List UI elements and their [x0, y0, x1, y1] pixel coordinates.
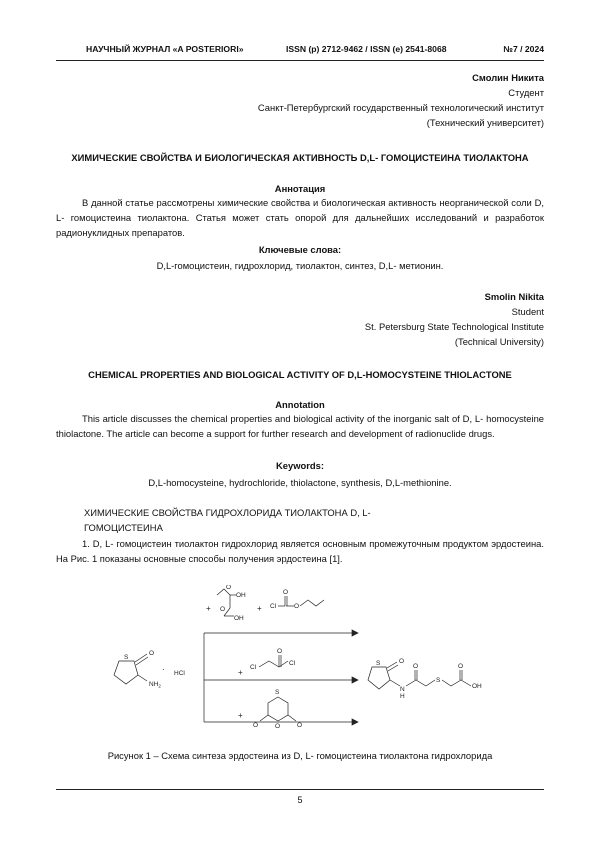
chloroacetyl-o-label: O	[277, 648, 283, 655]
keywords-heading-en: Keywords:	[276, 460, 324, 471]
chloroformate-o-label-2: O	[294, 603, 300, 610]
running-header	[56, 44, 544, 58]
title-ru: ХИМИЧЕСКИЕ СВОЙСТВА И БИОЛОГИЧЕСКАЯ АКТИВНОСТЬ D,L- ГОМОЦИСТЕИНА ТИОЛАКТОНА	[71, 152, 529, 163]
author-affiliation2-ru: (Технический университет)	[426, 117, 544, 128]
author-role-en: Student	[511, 306, 544, 317]
product-o-label-3: O	[458, 663, 464, 670]
product-s-label: S	[376, 660, 381, 667]
title-en: CHEMICAL PROPERTIES AND BIOLOGICAL ACTIVITY OF D,L-HOMOCYSTEINE THIOLACTONE	[88, 369, 512, 380]
section-paragraph: 1. D, L- гомоцистеин тиолактон гидрохлорид является основным промежуточным продуктом эрдостеина. На Рис. 1 показаны основные способы получения эрдостеина [1].	[56, 538, 544, 564]
abstract-text-en: This article discusses the chemical properties and biological activity of the inorganic salt of D, L- homocysteine thiolactone. The article can become a support for further research and development of radionuclide drugs.	[56, 413, 544, 439]
anhydride-o-label-1: O	[253, 722, 259, 729]
product-n-label: N	[400, 686, 405, 693]
abstract-text-ru: В данной статье рассмотрены химические свойства и биологическая активность неорганической соли D, L- гомоцистеина тиолактона. Статья может стать опорой для дальнейших исследований и разработок радионуклидных препаратов.	[56, 197, 544, 238]
reagent-set-3	[238, 689, 302, 730]
salt-dot: ·	[162, 665, 165, 674]
abstract-heading-ru: Аннотация	[274, 183, 326, 194]
header-rule	[56, 60, 544, 61]
figure-caption: Рисунок 1 – Схема синтеза эрдостеина из D, L- гомоцистеина тиолактона гидрохлорида	[107, 750, 493, 761]
abstract-heading-en: Annotation	[275, 399, 325, 410]
nh2-sub: 2	[158, 683, 161, 689]
acid-oh-label-1: OH	[236, 592, 246, 599]
anhydride-s-label: S	[275, 689, 280, 696]
chloroformate-o-label-1: O	[283, 589, 289, 596]
product-s-label-2: S	[436, 677, 441, 684]
acid-o-label-2: O	[220, 606, 226, 613]
anhydride-o-label-2: O	[297, 722, 303, 729]
acid-o-label-1: O	[226, 585, 232, 591]
anhydride-o-label-ring: O	[275, 723, 281, 730]
thiolactone-molecule	[114, 650, 185, 689]
reagent-set-2	[238, 648, 296, 677]
thiolactone-nh2-label	[149, 681, 161, 689]
plus-sign: +	[238, 668, 243, 677]
author-block-en	[56, 289, 544, 349]
author-affiliation-ru: Санкт-Петербургский государственный технологический институт	[257, 102, 544, 113]
chloroacetyl-cl-label-2: Cl	[289, 660, 296, 667]
acid-oh-label-2: OH	[234, 615, 244, 622]
thiolactone-s-label: S	[124, 654, 129, 661]
reagent-set-1	[206, 585, 324, 622]
product-o-label-2: O	[413, 663, 419, 670]
erdosteine-molecule	[368, 658, 482, 700]
hcl-label: HCl	[174, 670, 185, 677]
chloroacetyl-cl-label-1: Cl	[250, 664, 257, 671]
product-h-label: H	[400, 693, 405, 700]
page-number: 5	[297, 795, 303, 805]
author-role-ru: Студент	[508, 87, 544, 98]
product-o-label-1: O	[399, 658, 405, 665]
product-oh-label: OH	[472, 683, 482, 690]
author-affiliation-en: St. Petersburg State Technological Institute	[364, 321, 544, 332]
reaction-arrows	[204, 630, 358, 725]
section-heading	[84, 505, 544, 535]
keywords-en: D,L-homocysteine, hydrochloride, thiolactone, synthesis, D,L-methionine.	[148, 477, 452, 488]
issn: ISSN (p) 2712-9462 / ISSN (e) 2541-8068	[286, 44, 447, 54]
author-affiliation2-en: (Technical University)	[454, 336, 544, 347]
author-block-ru	[56, 70, 544, 130]
reaction-scheme	[92, 585, 512, 743]
plus-sign: +	[206, 604, 211, 613]
plus-sign: +	[238, 711, 243, 720]
section-heading-line2: ГОМОЦИСТЕИНА	[84, 522, 163, 533]
nh2-main: NH	[149, 681, 159, 688]
keywords-heading-ru: Ключевые слова:	[258, 244, 342, 255]
footer-rule	[56, 789, 544, 790]
author-name-ru: Смолин Никита	[472, 72, 544, 83]
keywords-ru: D,L-гомоцистеин, гидрохлорид, тиолактон, синтез, D,L- метионин.	[156, 260, 444, 271]
section-heading-line1: ХИМИЧЕСКИЕ СВОЙСТВА ГИДРОХЛОРИДА ТИОЛАКТОНА D, L-	[84, 507, 371, 518]
plus-sign: +	[257, 604, 262, 613]
author-name-en: Smolin Nikita	[484, 291, 544, 302]
issue-number: №7 / 2024	[503, 44, 544, 54]
chloroformate-cl-label: Cl	[270, 603, 277, 610]
journal-name: НАУЧНЫЙ ЖУРНАЛ «A POSTERIORI»	[86, 44, 244, 54]
thiolactone-o-label: O	[149, 650, 155, 657]
